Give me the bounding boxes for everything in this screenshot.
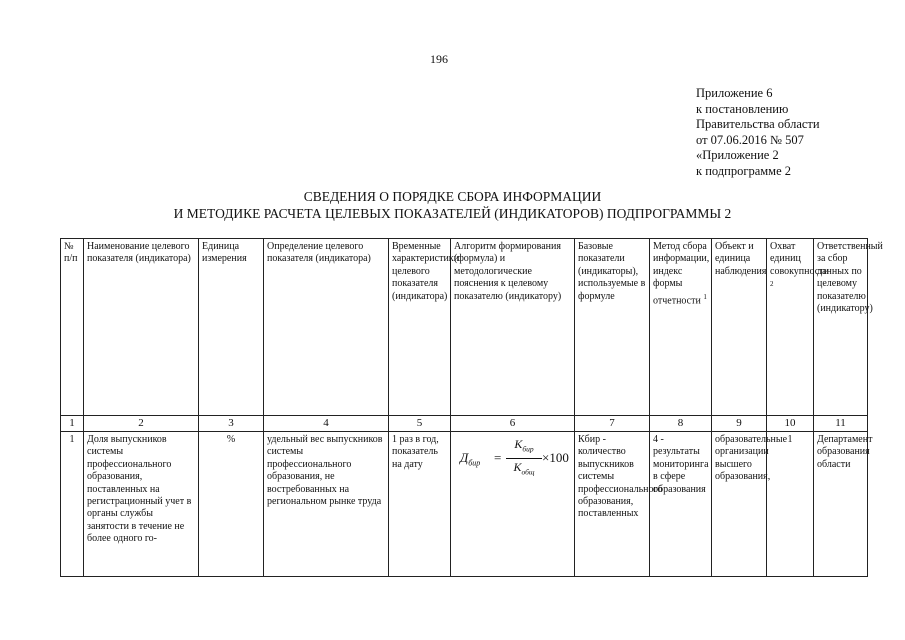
header-cell: № п/п [61,239,84,416]
appendix-block [696,86,820,179]
collection-method-cell: 4 - результаты мониторинга в сфере образования [650,432,712,577]
header-cell: Наименование целевого показателя (индикатора) [84,239,199,416]
column-number: 4 [264,416,389,432]
formula [454,434,571,494]
column-number: 7 [575,416,650,432]
formula-denominator [513,459,535,477]
table-header-row [61,239,868,416]
formula-cell [451,432,575,577]
header-cell: Единица измерения [199,239,264,416]
table-row [61,432,868,577]
column-number: 10 [767,416,814,432]
denominator-sub: общ [521,467,535,477]
base-indicators-cell: Кбир - количество выпускников системы профессионального образования, поставленных [575,432,650,577]
formula-multiplier: ×100 [542,450,569,465]
column-number-row [61,416,868,432]
header-text: Метод сбора информации, индекс формы отчетности [653,241,710,306]
formula-lhs-sub: бир [468,458,481,468]
formula-lhs-symbol: Д [460,450,469,465]
title-line: И МЕТОДИКЕ РАСЧЕТА ЦЕЛЕВЫХ ПОКАЗАТЕЛЕЙ (ИНДИКАТОРОВ) ПОДПРОГРАММЫ 2 [173,206,732,221]
header-cell [650,239,712,416]
header-cell: Ответственный за сбор данных по целевому показателю (индикатору) [814,239,868,416]
footnote-mark: 1 [703,292,707,301]
observation-object-cell: образовательные организации высшего образования, [712,432,767,577]
appendix-line: к постановлению [696,101,789,116]
numerator-symbol: К [514,437,523,451]
column-number: 11 [814,416,868,432]
column-number: 3 [199,416,264,432]
column-number: 5 [389,416,451,432]
column-number: 6 [451,416,575,432]
column-number: 1 [61,416,84,432]
page-number: 196 [430,52,448,66]
formula-equals: = [494,450,502,465]
numerator-sub: бир [522,444,534,454]
definition-cell: удельный вес выпускников системы профессионального образования, не востребованных на региональном рынке труда [264,432,389,577]
header-cell: Временные характеристики целевого показателя (индикатора) [389,239,451,416]
indicator-name: Доля выпускников системы профессионального образования, поставленных на регистрационный учет в органы службы занятости в течение не более одного го- [84,432,199,577]
column-number: 8 [650,416,712,432]
formula-fraction [506,438,542,479]
header-cell: Объект и единица наблюдения [712,239,767,416]
responsible-cell: Департамент образования области [814,432,868,577]
header-text: Охват единиц совокупности [770,241,829,277]
title-line: СВЕДЕНИЯ О ПОРЯДКЕ СБОРА ИНФОРМАЦИИ [303,189,602,204]
header-cell: Алгоритм формирования (формула) и методологические пояснения к целевому показателю (индикатору) [451,239,575,416]
time-characteristics-cell: 1 раз в год, показатель на дату [389,432,451,577]
column-number: 2 [84,416,199,432]
row-number: 1 [61,432,84,577]
formula-numerator [514,437,534,454]
document-title [0,188,905,222]
appendix-line: «Приложение 2 [696,148,779,162]
appendix-line: Правительства области [696,117,820,131]
footnote-mark: 2 [770,280,774,289]
appendix-line: от 07.06.2016 № 507 [696,132,804,147]
header-cell [767,239,829,416]
header-cell: Базовые показатели (индикаторы), используемые в формуле [575,239,650,416]
header-cell: Определение целевого показателя (индикатора) [264,239,389,416]
appendix-line: Приложение 6 [696,86,773,100]
denominator-symbol: К [513,459,522,474]
indicators-table [60,238,883,577]
fraction-bar [506,458,542,459]
coverage-cell: 1 [767,432,814,577]
column-number: 9 [712,416,767,432]
appendix-line: к подпрограмме 2 [696,163,791,178]
formula-lhs [460,452,480,470]
unit-cell: % [199,432,264,577]
